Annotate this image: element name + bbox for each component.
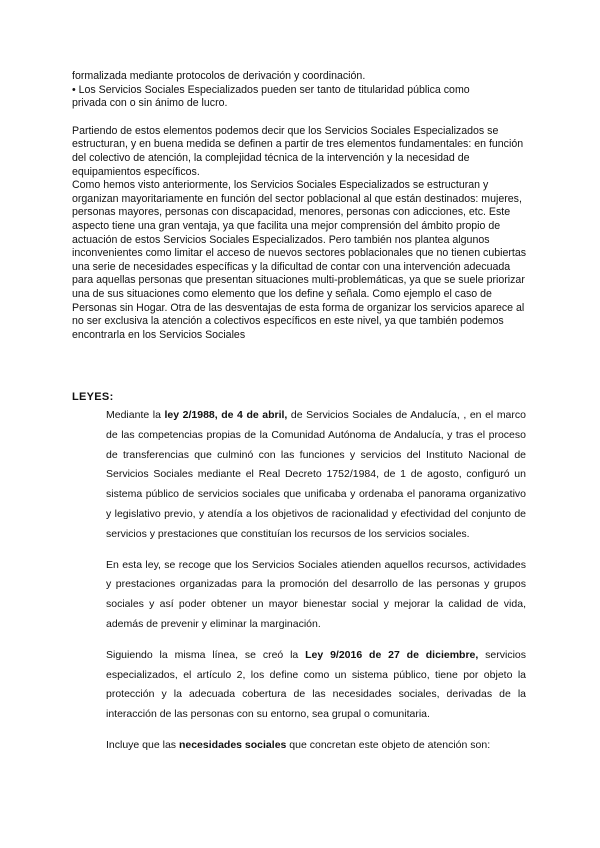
law-reference: Ley 9/2016 de 27 de diciembre, — [305, 648, 479, 661]
paragraph-elements: Partiendo de estos elementos podemos decir que los Servicios Sociales Especializados se estructuran, y en buena medida se definen a partir de tres elementos fundamentales: en función del colectivo de atención, la complejidad técnica de la intervención y la necesidad de equipamientos específicos. — [72, 124, 524, 178]
intro-section — [72, 70, 532, 342]
law-paragraph-2: En esta ley, se recoge que los Servicios Sociales atienden aquellos recursos, actividades y prestaciones organizadas para la promoción del desarrollo de las personas y grupos sociales y así poder obtener un mayor bienestar social y mejorar la calidad de vida, además de prevenir y eliminar la marginación. — [106, 558, 526, 630]
key-term: necesidades sociales — [178, 738, 287, 751]
law-paragraph-3: Siguiendo la misma línea, se creó la Ley 9/2016 de 27 de diciembre, servicios especializados, el artículo 2, los define como un sistema público, tiene por objeto la protección y la adecuada cobertura de las necesidades sociales, derivadas de la interacción de las personas con su entorno, sea grupal o comunitaria. — [106, 648, 526, 721]
laws-section — [106, 406, 526, 767]
section-heading-leyes: LEYES: — [72, 391, 114, 403]
intro-line: formalizada mediante protocolos de derivación y coordinación. — [72, 70, 366, 82]
intro-line: privada con o sin ánimo de lucro. — [72, 97, 228, 110]
law-paragraph-1: Mediante la ley 2/1988, de 4 de abril, de Servicios Sociales de Andalucía, , en el marco de las competencias propias de la Comunidad Autónoma de Andalucía, y tras el proceso de transferencias que culminó con las funciones y servicios del Instituto Nacional de Servicios Sociales mediante el Real Decreto 1752/1984, de 1 de agosto, configuró un sistema público de servicios sociales que unificaba y ordenaba el panorama organizativo y legislativo previo, y atendía a los objetivos de racionalidad y efectividad del conjunto de servicios y prestaciones que constituían los recursos de los servicios sociales. — [106, 409, 526, 540]
law-reference: ley 2/1988, de 4 de abril, — [164, 409, 288, 421]
intro-bullet-line: • Los Servicios Sociales Especializados pueden ser tanto de titularidad pública como — [72, 83, 470, 96]
law-paragraph-4: Incluye que las necesidades sociales que concretan este objeto de atención son: — [106, 738, 491, 751]
paragraph-structure: Como hemos visto anteriormente, los Servicios Sociales Especializados se estructuran y organizan mayoritariamente en función del sector poblacional al que están destinados: mujeres, personas mayores, personas con discapacidad, menores, personas con adicciones, etc. Este aspecto tiene una gran ventaja, ya que facilita una mejor comprensión del ámbito propio de actuación de estos Servicios Sociales Especializados. Pero también nos plantea algunos inconvenientes como limitar el acceso de nuevos sectores poblacionales que no tienen cubiertas una serie de necesidades específicas y la dificultad de contar con una intervención adecuada para aquellas personas que presentan situaciones multi-problemáticas, ya que se suele priorizar una de sus situaciones como elemento que los define y señala. Como ejemplo el caso de Personas sin Hogar. Otra de las desventajas de esta forma de organizar los servicios aparece al no ser exclusiva la atención a colectivos específicos en este nivel, ya que también podemos encontrarla en los Servicios Sociales — [72, 179, 527, 341]
